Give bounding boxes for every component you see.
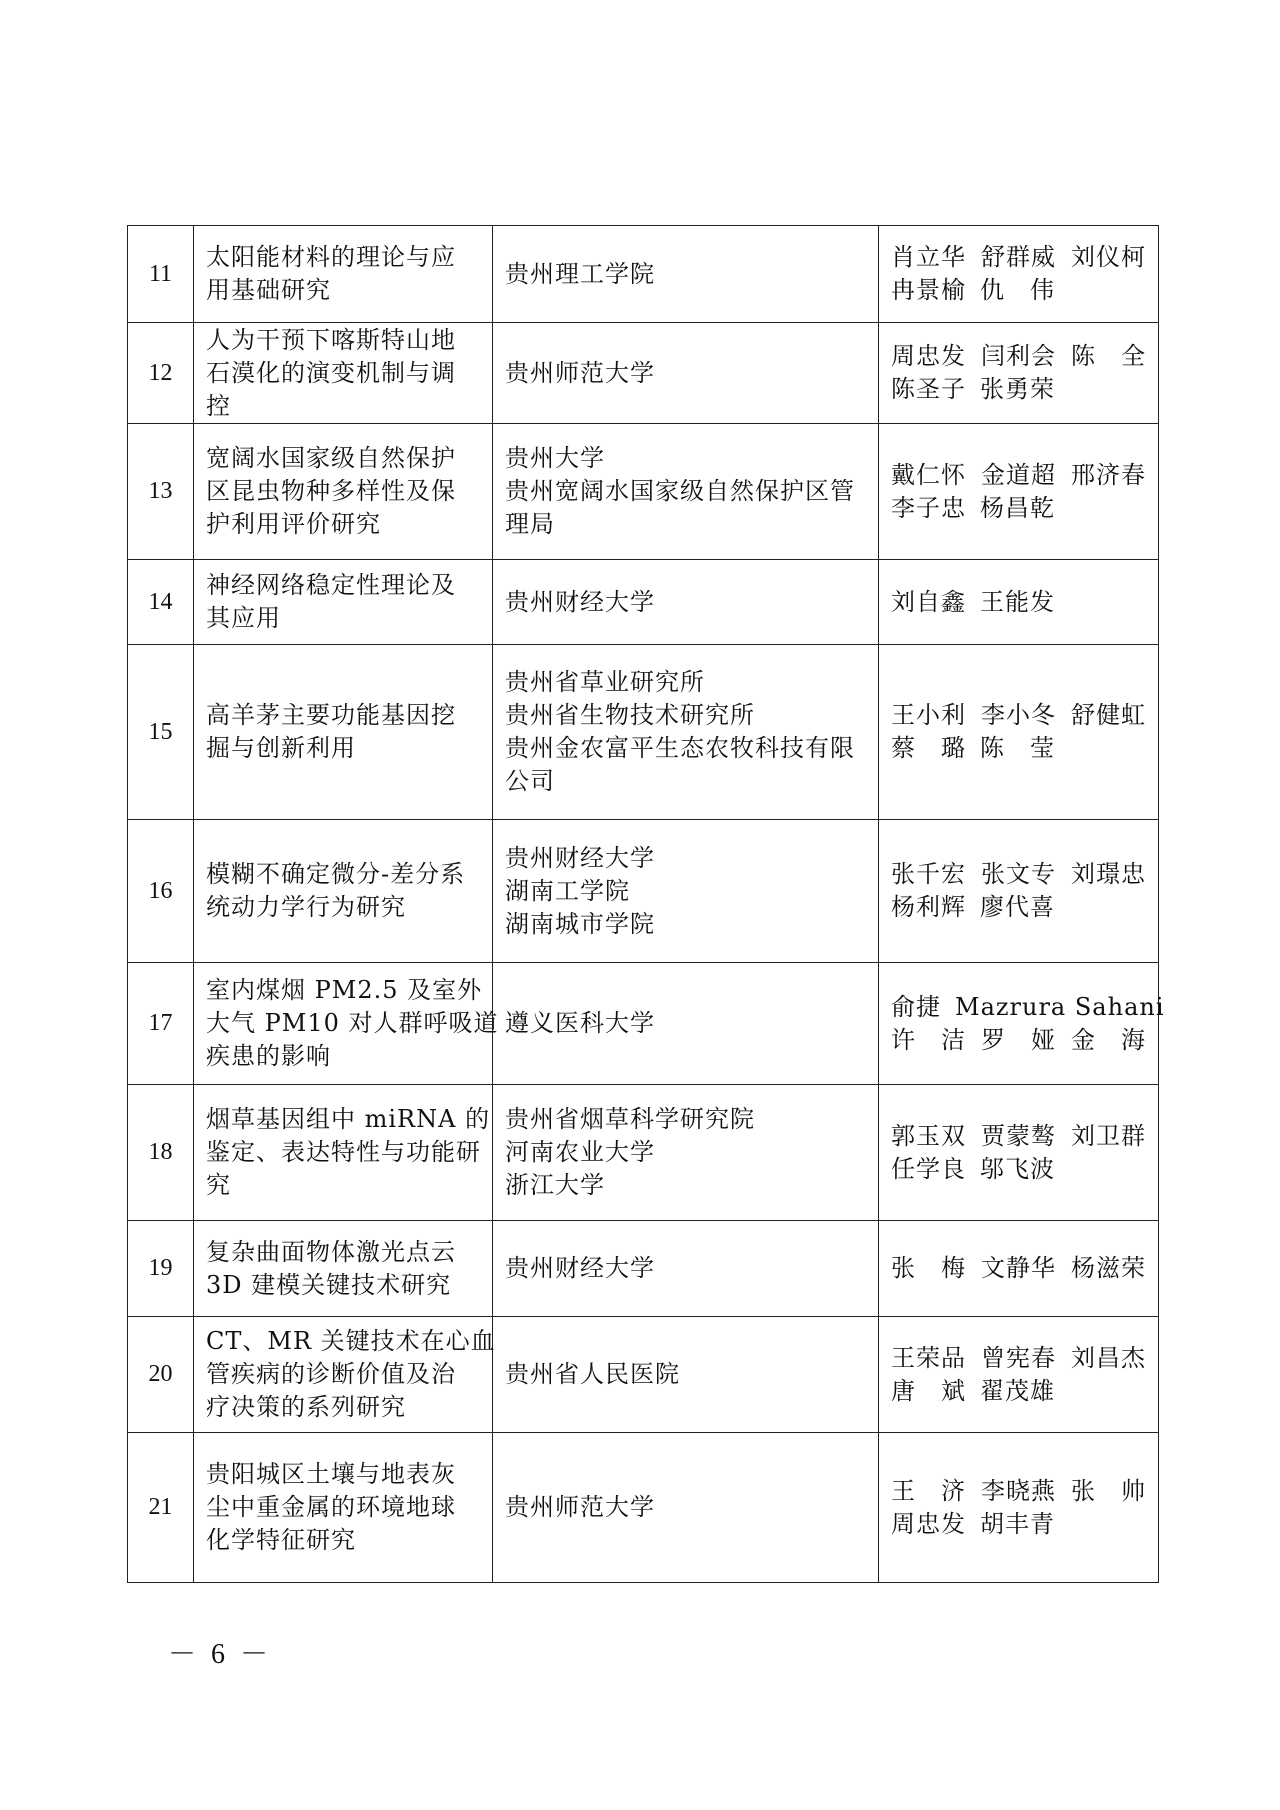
table-row	[128, 560, 1159, 645]
completing-unit: 贵州师范大学	[505, 1493, 655, 1521]
table-row	[128, 424, 1159, 560]
project-title-line: 其应用	[206, 604, 281, 632]
completing-unit: 贵州财经大学	[505, 1254, 655, 1282]
person-line	[891, 492, 1146, 525]
row-number: 14	[128, 560, 194, 645]
person-name: 贾蒙骜	[981, 1121, 1056, 1150]
person-line	[891, 732, 1146, 765]
row-number: 20	[128, 1317, 194, 1433]
person-line	[891, 858, 1146, 891]
project-title-line: 尘中重金属的环境地球	[206, 1493, 456, 1521]
table-row	[128, 645, 1159, 820]
completing-unit: 贵州省烟草科学研究院	[505, 1105, 755, 1133]
person-line	[891, 1252, 1146, 1285]
person-name: 李晓燕	[981, 1476, 1056, 1505]
completing-units	[493, 560, 879, 645]
project-title-line: 3D 建模关键技术研究	[206, 1270, 452, 1299]
person-name: 刘昌杰	[1071, 1343, 1146, 1372]
completing-persons	[879, 1085, 1159, 1221]
project-title-line: CT、MR 关键技术在心血	[206, 1327, 496, 1355]
person-name: 罗 娅	[981, 1025, 1056, 1054]
person-name: 陈 全	[1071, 342, 1146, 370]
person-name: 张千宏	[891, 860, 966, 888]
person-name: 邬飞波	[980, 1154, 1055, 1183]
person-line	[891, 241, 1146, 274]
completing-unit: 贵州财经大学	[505, 587, 655, 616]
person-name: 肖立华	[891, 243, 966, 271]
person-name: 陈 莹	[980, 734, 1055, 762]
completing-persons	[879, 424, 1159, 560]
completing-units	[493, 226, 879, 323]
table-row	[128, 1433, 1159, 1583]
completing-unit: 河南农业大学	[505, 1138, 655, 1166]
completing-units	[493, 1317, 879, 1433]
project-title-line: 高羊茅主要功能基因挖	[206, 701, 456, 729]
person-name: 俞捷	[891, 992, 941, 1021]
person-line	[891, 1342, 1146, 1375]
person-name: 陈圣子	[891, 375, 966, 403]
project-title	[194, 645, 493, 820]
completing-unit: 贵州财经大学	[505, 843, 655, 872]
project-title-line: 疾患的影响	[206, 1042, 331, 1070]
completing-units	[493, 424, 879, 560]
project-title-line: 复杂曲面物体激光点云	[206, 1237, 456, 1266]
person-name: 仇 伟	[980, 276, 1055, 304]
project-title-line: 太阳能材料的理论与应	[206, 243, 456, 271]
person-name: 曾宪春	[981, 1343, 1056, 1372]
person-line	[891, 274, 1146, 307]
table-row	[128, 323, 1159, 424]
project-title-line: 模糊不确定微分-差分系	[206, 860, 466, 888]
project-title-line: 石漠化的演变机制与调	[206, 358, 456, 387]
project-title-line: 烟草基因组中 miRNA 的	[206, 1105, 491, 1133]
project-title-line: 区昆虫物种多样性及保	[206, 477, 456, 505]
completing-persons	[879, 323, 1159, 424]
table-row	[128, 963, 1159, 1085]
person-name: 蔡 璐	[891, 734, 966, 762]
project-title-line: 贵阳城区土壤与地表灰	[206, 1460, 456, 1488]
row-number: 17	[128, 963, 194, 1085]
row-number: 18	[128, 1085, 194, 1221]
project-title	[194, 424, 493, 560]
completing-unit: 贵州省人民医院	[505, 1360, 680, 1388]
person-name: 刘自鑫	[891, 587, 966, 616]
row-number: 11	[128, 226, 194, 323]
person-line	[891, 459, 1146, 492]
person-name: 王小利	[891, 701, 966, 729]
page-number: － 6 －	[168, 1639, 273, 1670]
person-name: 杨利辉	[891, 893, 966, 921]
person-line	[891, 891, 1146, 924]
person-name: 廖代喜	[980, 893, 1055, 921]
project-title-line: 神经网络稳定性理论及	[206, 571, 456, 599]
project-title-line: 控	[206, 391, 231, 420]
project-title-line: 疗决策的系列研究	[206, 1393, 406, 1421]
project-title	[194, 226, 493, 323]
table-row	[128, 1221, 1159, 1317]
person-name: 李小冬	[981, 701, 1056, 729]
completing-unit: 贵州师范大学	[505, 358, 655, 387]
person-name: Mazrura Sahani	[955, 992, 1165, 1021]
completing-persons	[879, 1221, 1159, 1317]
person-line	[891, 1475, 1146, 1508]
row-number: 15	[128, 645, 194, 820]
completing-units	[493, 645, 879, 820]
person-name: 张勇荣	[980, 375, 1055, 403]
person-name: 闫利会	[981, 342, 1056, 370]
person-name: 刘璟忠	[1071, 860, 1146, 888]
person-line	[891, 699, 1146, 732]
person-name: 冉景榆	[891, 276, 966, 304]
person-name: 张 梅	[891, 1254, 966, 1282]
project-title-line: 究	[206, 1171, 231, 1199]
project-title-line: 大气 PM10 对人群呼吸道	[206, 1009, 499, 1037]
completing-units	[493, 1221, 879, 1317]
completing-persons	[879, 1317, 1159, 1433]
completing-unit: 贵州金农富平生态农牧科技有限	[505, 734, 855, 762]
completing-persons	[879, 963, 1165, 1085]
project-title-line: 化学特征研究	[206, 1526, 356, 1554]
completing-unit: 贵州理工学院	[505, 259, 655, 288]
table-row	[128, 820, 1159, 963]
person-line	[891, 991, 1165, 1024]
person-name: 王 济	[891, 1476, 966, 1505]
completing-units	[493, 820, 879, 963]
completing-unit: 湖南城市学院	[505, 909, 655, 938]
project-title-line: 鉴定、表达特性与功能研	[206, 1138, 481, 1166]
person-name: 刘卫群	[1071, 1121, 1146, 1150]
project-title	[194, 1221, 493, 1317]
row-number: 12	[128, 323, 194, 424]
completing-unit: 湖南工学院	[505, 876, 630, 905]
completing-persons	[879, 560, 1159, 645]
person-name: 郭玉双	[891, 1121, 966, 1150]
person-name: 任学良	[891, 1154, 966, 1183]
person-name: 舒健虹	[1071, 701, 1146, 729]
person-name: 周忠发	[891, 342, 966, 370]
person-name: 杨滋荣	[1071, 1254, 1146, 1282]
person-line	[891, 373, 1146, 406]
person-line	[891, 340, 1146, 373]
person-name: 李子忠	[891, 493, 966, 522]
project-title-line: 掘与创新利用	[206, 734, 356, 762]
person-line	[891, 1153, 1146, 1186]
project-title	[194, 1085, 493, 1221]
completing-unit: 贵州宽阔水国家级自然保护区管	[505, 477, 855, 505]
project-title-line: 宽阔水国家级自然保护	[206, 444, 456, 472]
row-number: 13	[128, 424, 194, 560]
person-name: 翟茂雄	[980, 1376, 1055, 1405]
completing-unit: 贵州省生物技术研究所	[505, 701, 755, 729]
completing-persons	[879, 645, 1159, 820]
award-table-body	[128, 226, 1165, 1583]
person-line	[891, 1024, 1146, 1057]
person-name: 邢济春	[1071, 460, 1146, 489]
project-title-line: 统动力学行为研究	[206, 893, 406, 921]
person-name: 杨昌乾	[980, 493, 1055, 522]
row-number: 19	[128, 1221, 194, 1317]
row-number: 16	[128, 820, 194, 963]
person-name: 胡丰青	[980, 1509, 1055, 1538]
completing-persons	[879, 226, 1159, 323]
person-name: 戴仁怀	[891, 460, 966, 489]
project-title	[194, 1433, 493, 1583]
project-title-line: 护利用评价研究	[206, 510, 381, 538]
completing-persons	[879, 1433, 1159, 1583]
project-title-line: 人为干预下喀斯特山地	[206, 325, 456, 354]
person-name: 周忠发	[891, 1509, 966, 1538]
person-name: 文静华	[981, 1254, 1056, 1282]
person-name: 金道超	[981, 460, 1056, 489]
completing-units	[493, 1085, 879, 1221]
person-line	[891, 1375, 1146, 1408]
project-title-line: 用基础研究	[206, 276, 331, 304]
person-name: 金 海	[1071, 1025, 1146, 1054]
award-table	[127, 225, 1165, 1583]
completing-persons	[879, 820, 1159, 963]
person-line	[891, 1120, 1146, 1153]
table-row	[128, 1085, 1159, 1221]
table-row	[128, 1317, 1159, 1433]
person-name: 唐 斌	[891, 1376, 966, 1405]
completing-unit: 贵州省草业研究所	[505, 668, 705, 696]
project-title	[194, 560, 493, 645]
completing-unit: 理局	[505, 510, 555, 538]
person-name: 刘仪柯	[1071, 243, 1146, 271]
completing-units	[493, 1433, 879, 1583]
table-row	[128, 226, 1159, 323]
row-number: 21	[128, 1433, 194, 1583]
completing-unit: 贵州大学	[505, 444, 605, 472]
person-name: 张文专	[981, 860, 1056, 888]
person-name: 张 帅	[1071, 1476, 1146, 1505]
project-title-line: 管疾病的诊断价值及治	[206, 1360, 456, 1388]
project-title	[194, 820, 493, 963]
completing-unit: 浙江大学	[505, 1171, 605, 1199]
person-name: 王能发	[980, 587, 1055, 616]
person-line	[891, 586, 1146, 619]
project-title-line: 室内煤烟 PM2.5 及室外	[206, 976, 483, 1004]
person-name: 许 洁	[891, 1025, 966, 1054]
person-name: 舒群威	[981, 243, 1056, 271]
completing-units	[493, 963, 879, 1085]
person-name: 王荣品	[891, 1343, 966, 1372]
project-title	[194, 323, 493, 424]
project-title	[194, 963, 499, 1085]
project-title	[194, 1317, 496, 1433]
completing-unit: 遵义医科大学	[505, 1009, 655, 1037]
completing-units	[493, 323, 879, 424]
completing-unit: 公司	[505, 767, 555, 795]
person-line	[891, 1508, 1146, 1541]
